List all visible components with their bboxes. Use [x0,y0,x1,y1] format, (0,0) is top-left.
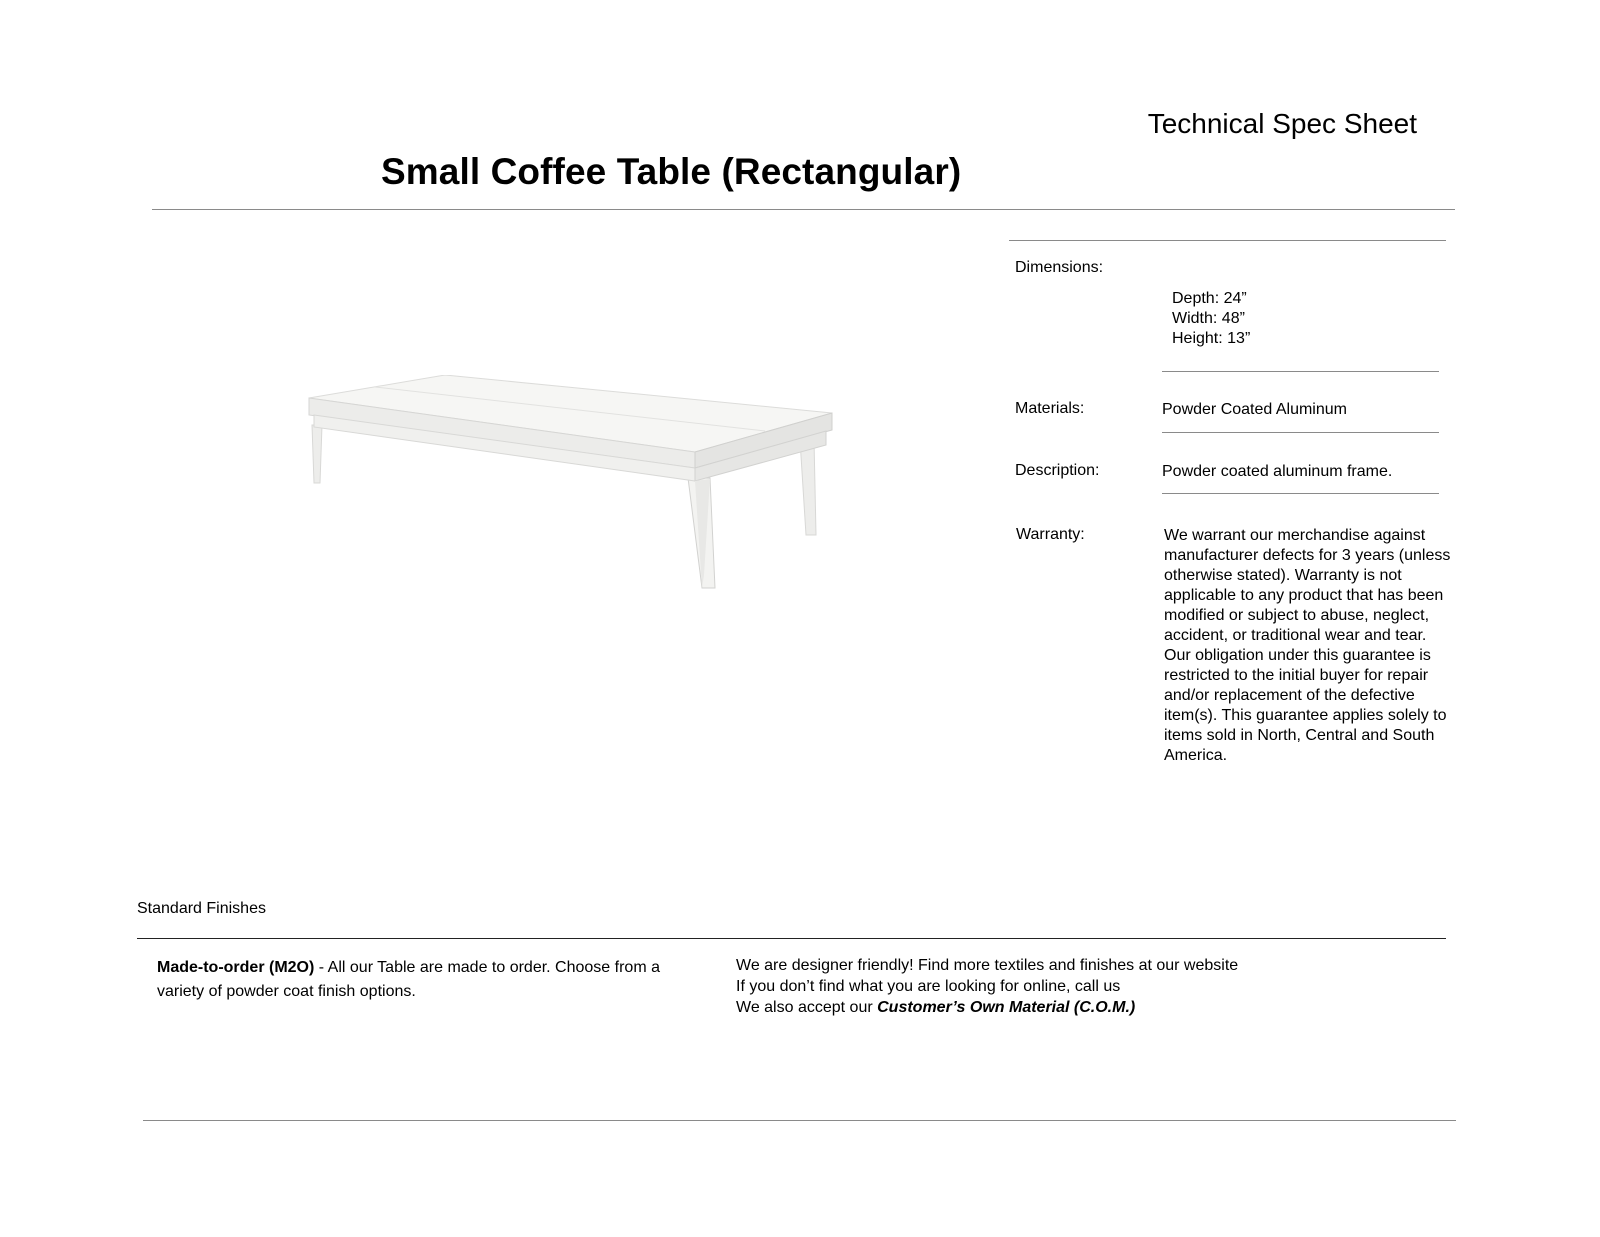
warranty-paragraph-2: Our obligation under this guarantee is restricted to the initial buyer for repair and/or replacement of the defective item(s). This guarantee applies solely to items sold in North, Central and South America. [1164,647,1447,764]
made-to-order-text [157,956,702,1004]
finishes-divider [137,938,1446,939]
com-prefix: We also accept our [736,999,878,1016]
document-type-heading: Technical Spec Sheet [1147,108,1417,139]
product-image [300,375,840,615]
depth-value: Depth: 24” [1172,290,1247,307]
width-value: Width: 48” [1172,310,1245,327]
spec-top-divider [1009,240,1446,241]
warranty-text [1164,526,1454,766]
designer-line-3 [736,997,1238,1018]
header-divider [152,209,1455,210]
standard-finishes-label: Standard Finishes [137,900,266,917]
dimensions-label: Dimensions: [1015,259,1104,276]
m2o-heading: Made-to-order (M2O) [157,959,315,976]
description-divider [1162,493,1439,494]
dimensions-values [1172,289,1250,349]
m2o-description: - All our Table are made to order. Choose from a variety of powder coat finish options. [157,959,660,1000]
com-emphasis: Customer’s Own Material (C.O.M.) [877,999,1136,1016]
height-value: Height: 13” [1172,330,1251,347]
dimensions-divider [1162,371,1439,372]
warranty-paragraph-1: We warrant our merchandise against manufacturer defects for 3 years (unless otherwise stated). Warranty is not applicable to any product that has been modified or subject to abuse, neglect, accident, or traditional wear and tear. [1164,527,1451,644]
designer-line-1: We are designer friendly! Find more textiles and finishes at our website [736,957,1239,974]
footer-divider [143,1120,1456,1121]
designer-line-2: If you don’t find what you are looking for online, call us [736,978,1121,995]
product-title: Small Coffee Table (Rectangular) [381,151,962,192]
description-label: Description: [1015,462,1100,479]
description-value: Powder coated aluminum frame. [1162,463,1393,480]
coffee-table-illustration [300,375,840,615]
materials-divider [1162,432,1439,433]
designer-info [736,955,1238,1018]
warranty-label: Warranty: [1016,526,1085,543]
materials-label: Materials: [1015,400,1085,417]
materials-value: Powder Coated Aluminum [1162,401,1347,418]
